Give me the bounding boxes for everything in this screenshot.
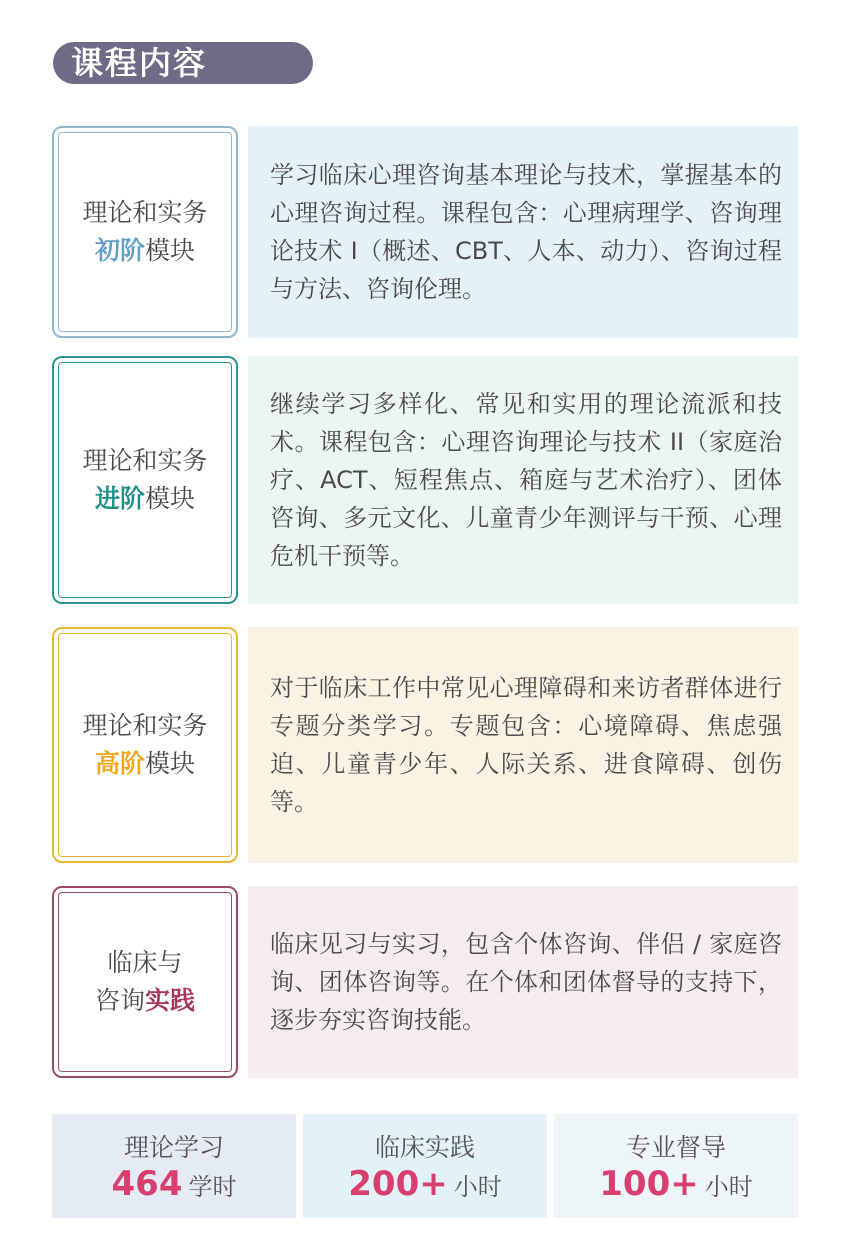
module-label-frame <box>52 126 238 338</box>
stat-theory <box>52 1114 296 1218</box>
module-description-panel <box>248 126 798 338</box>
module-basic <box>52 126 798 338</box>
module-label-frame <box>52 886 238 1078</box>
module-label-frame <box>52 627 238 863</box>
section-title: 课程内容 <box>53 42 313 84</box>
module-intermediate <box>52 356 798 604</box>
module-label-line1: 理论和实务 <box>82 711 208 740</box>
stat-name: 理论学习 <box>123 1133 224 1162</box>
module-description-panel <box>248 356 798 604</box>
stat-number: 200+ <box>348 1164 448 1204</box>
stat-name: 临床实践 <box>374 1133 475 1162</box>
module-label-suffix: 模块 <box>145 236 196 265</box>
module-label <box>52 442 238 518</box>
module-clinical-practice <box>52 886 798 1078</box>
module-label-suffix: 模块 <box>145 484 196 513</box>
module-label <box>52 707 238 783</box>
stat-number: 100+ <box>599 1164 699 1204</box>
module-label-prefix: 咨询 <box>94 986 145 1015</box>
stat-unit: 小时 <box>704 1173 753 1201</box>
module-advanced <box>52 627 798 863</box>
module-description: 继续学习多样化、常见和实用的理论流派和技术。课程包含：心理咨询理论与技术 II（家庭治疗、ACT、短程焦点、箱庭与艺术治疗）、团体咨询、多元文化、儿童青少年测评与干预、心理危机干预等。 <box>270 390 782 570</box>
module-label-line1: 临床与 <box>107 948 183 977</box>
module-level-highlight: 高阶 <box>94 749 145 778</box>
module-description-panel <box>248 627 798 863</box>
module-description: 学习临床心理咨询基本理论与技术，掌握基本的心理咨询过程。课程包含：心理病理学、咨询理论技术 I（概述、CBT、人本、动力）、咨询过程与方法、咨询伦理。 <box>270 161 782 303</box>
stat-unit: 学时 <box>188 1173 237 1201</box>
module-level-highlight: 实践 <box>145 986 196 1015</box>
module-description: 临床见习与实习，包含个体咨询、伴侣 / 家庭咨询、团体咨询等。在个体和团体督导的支持下，逐步夯实咨询技能。 <box>270 930 782 1034</box>
module-label-line1: 理论和实务 <box>82 446 208 475</box>
module-label-suffix: 模块 <box>145 749 196 778</box>
stat-number: 464 <box>111 1164 183 1204</box>
stat-clinical <box>303 1114 547 1218</box>
module-description: 对于临床工作中常见心理障碍和来访者群体进行专题分类学习。专题包含：心境障碍、焦虑强迫、儿童青少年、人际关系、进食障碍、创伤等。 <box>270 674 782 816</box>
module-level-highlight: 初阶 <box>94 236 145 265</box>
module-label-line1: 理论和实务 <box>82 198 208 227</box>
module-label <box>52 944 238 1020</box>
module-label-frame <box>52 356 238 604</box>
module-label <box>52 194 238 270</box>
module-level-highlight: 进阶 <box>94 484 145 513</box>
stat-name: 专业督导 <box>625 1133 726 1162</box>
stat-supervision <box>554 1114 798 1218</box>
hours-summary <box>52 1114 798 1218</box>
module-description-panel <box>248 886 798 1078</box>
stat-unit: 小时 <box>453 1173 502 1201</box>
